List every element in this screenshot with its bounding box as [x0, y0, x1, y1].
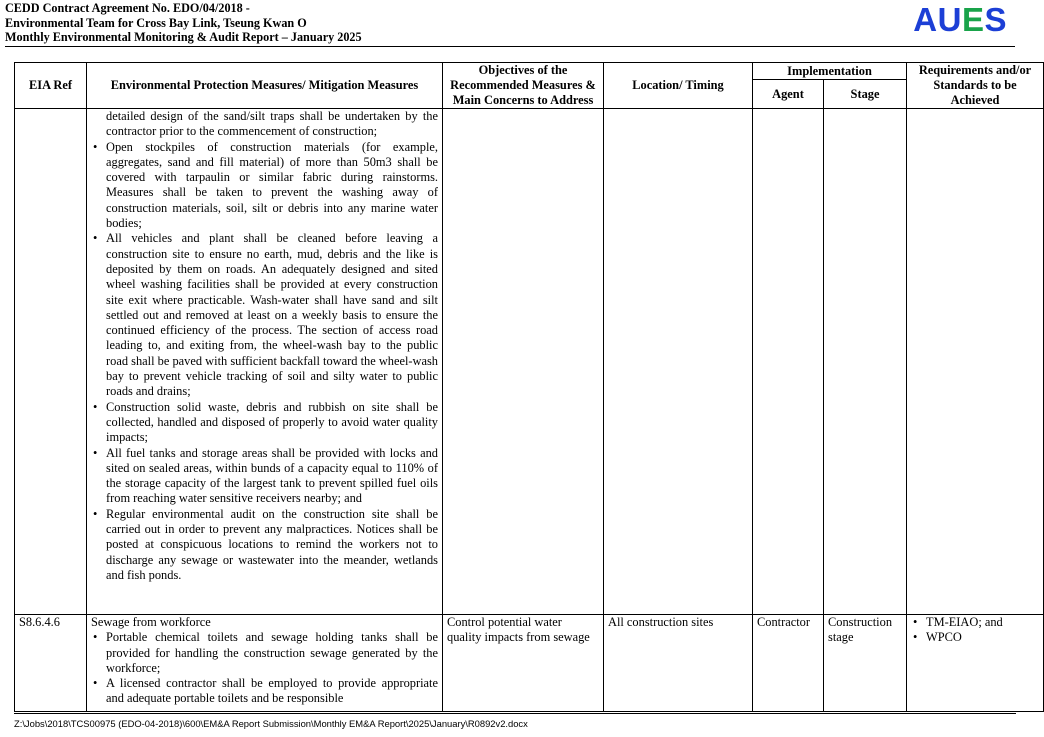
row1-measures-cell [87, 109, 443, 615]
list-item: • Construction solid waste, debris and rubbish on site shall be collected, handled and disposed of properly to avoid water quality impacts; [91, 400, 438, 446]
row1-intro-text: detailed design of the sand/silt traps shall be undertaken by the contractor prior to the commencement of construction; [106, 109, 438, 139]
footer-file-path: Z:\Jobs\2018\TCS00975 (EDO-04-2018)\600\EM&A Report Submission\Monthly EM&A Report\2025\January\R0892v2.docx [14, 718, 528, 729]
header-location: Location/ Timing [604, 63, 753, 109]
row2-stage-cell: Construction stage [824, 615, 907, 712]
header-implementation: Implementation [753, 63, 907, 80]
list-item: • Open stockpiles of construction materials (for example, aggregates, sand and fill material) of more than 50m3 shall be covered with tarpaulin or similar fabric during rainstorms. Measures shall be taken to prevent the washing away of construction materials, soil, silt or debris into any marine water bodies; [91, 140, 438, 232]
row1-stage-cell [824, 109, 907, 615]
row1-ref-cell [15, 109, 87, 615]
header-agent: Agent [753, 80, 824, 109]
row2-measures-cell [87, 615, 443, 712]
row2-requirements-cell [907, 615, 1044, 712]
row2-requirements-list [911, 615, 1039, 646]
row2-ref-cell: S8.6.4.6 [15, 615, 87, 712]
page-footer [14, 713, 1016, 729]
row1-objectives-cell [443, 109, 604, 615]
header-eia-ref: EIA Ref [15, 63, 87, 109]
header-requirements: Requirements and/or Standards to be Achieved [907, 63, 1044, 109]
header-stage: Stage [824, 80, 907, 109]
table-row [15, 109, 1044, 615]
row2-agent-cell: Contractor [753, 615, 824, 712]
header-line-report: Monthly Environmental Monitoring & Audit Report – January 2025 [5, 30, 362, 44]
row1-requirements-cell [907, 109, 1044, 615]
list-item: • All fuel tanks and storage areas shall be provided with locks and sited on sealed areas, within bunds of a capacity equal to 110% of the storage capacity of the largest tank to prevent spilled fuel oils from reaching water sensitive receivers nearby; and [91, 446, 438, 507]
aues-logo [913, 1, 1007, 39]
page-header [5, 1, 1015, 47]
row2-location-cell: All construction sites [604, 615, 753, 712]
logo-letter-s: S [984, 1, 1007, 38]
list-item: • TM-EIAO; and [911, 615, 1039, 630]
list-item: • All vehicles and plant shall be cleaned before leaving a construction site to ensure no earth, mud, debris and the like is deposited by them on roads. An adequately designed and sited wheel washing facilities shall be provided at every construction site exit where practicable. Wash-water shall have sand and silt settled out and removed at least on a weekly basis to ensure the continued efficiency of the process. The section of access road leading to, and exiting from, the wheel-wash bay to the public road shall be paved with sufficient backfall toward the wheel-wash bay to prevent vehicle tracking of soil and silty water to public roads and drains; [91, 231, 438, 399]
mitigation-measures-table [14, 62, 1044, 712]
list-item: • WPCO [911, 630, 1039, 645]
header-title-block [5, 1, 1015, 45]
list-item: • Regular environmental audit on the construction site shall be carried out in order to prevent any malpractices. Notices shall be posted at conspicuous locations to remind the workers not to discharge any sewage or wastewater into the meander, wetlands and fish ponds. [91, 507, 438, 583]
row1-location-cell [604, 109, 753, 615]
row2-title: Sewage from workforce [91, 615, 211, 629]
row1-bullet-list [91, 140, 438, 584]
list-item: • A licensed contractor shall be employed to provide appropriate and adequate portable toilets and be responsible [91, 676, 438, 707]
row1-agent-cell [753, 109, 824, 615]
table-row [15, 615, 1044, 712]
list-item: • Portable chemical toilets and sewage holding tanks shall be provided for handling the construction sewage generated by the workforce; [91, 630, 438, 676]
header-line-contract: CEDD Contract Agreement No. EDO/04/2018 - [5, 1, 250, 15]
row2-bullet-list [91, 630, 438, 706]
header-line-team: Environmental Team for Cross Bay Link, Tseung Kwan O [5, 15, 307, 30]
logo-letter-u: U [937, 1, 962, 38]
logo-letter-e: E [961, 1, 985, 38]
row2-objectives-cell: Control potential water quality impacts from sewage [443, 615, 604, 712]
header-measures: Environmental Protection Measures/ Mitigation Measures [87, 63, 443, 109]
logo-letter-a: A [913, 1, 938, 38]
header-objectives: Objectives of the Recommended Measures & Main Concerns to Address [443, 63, 604, 109]
